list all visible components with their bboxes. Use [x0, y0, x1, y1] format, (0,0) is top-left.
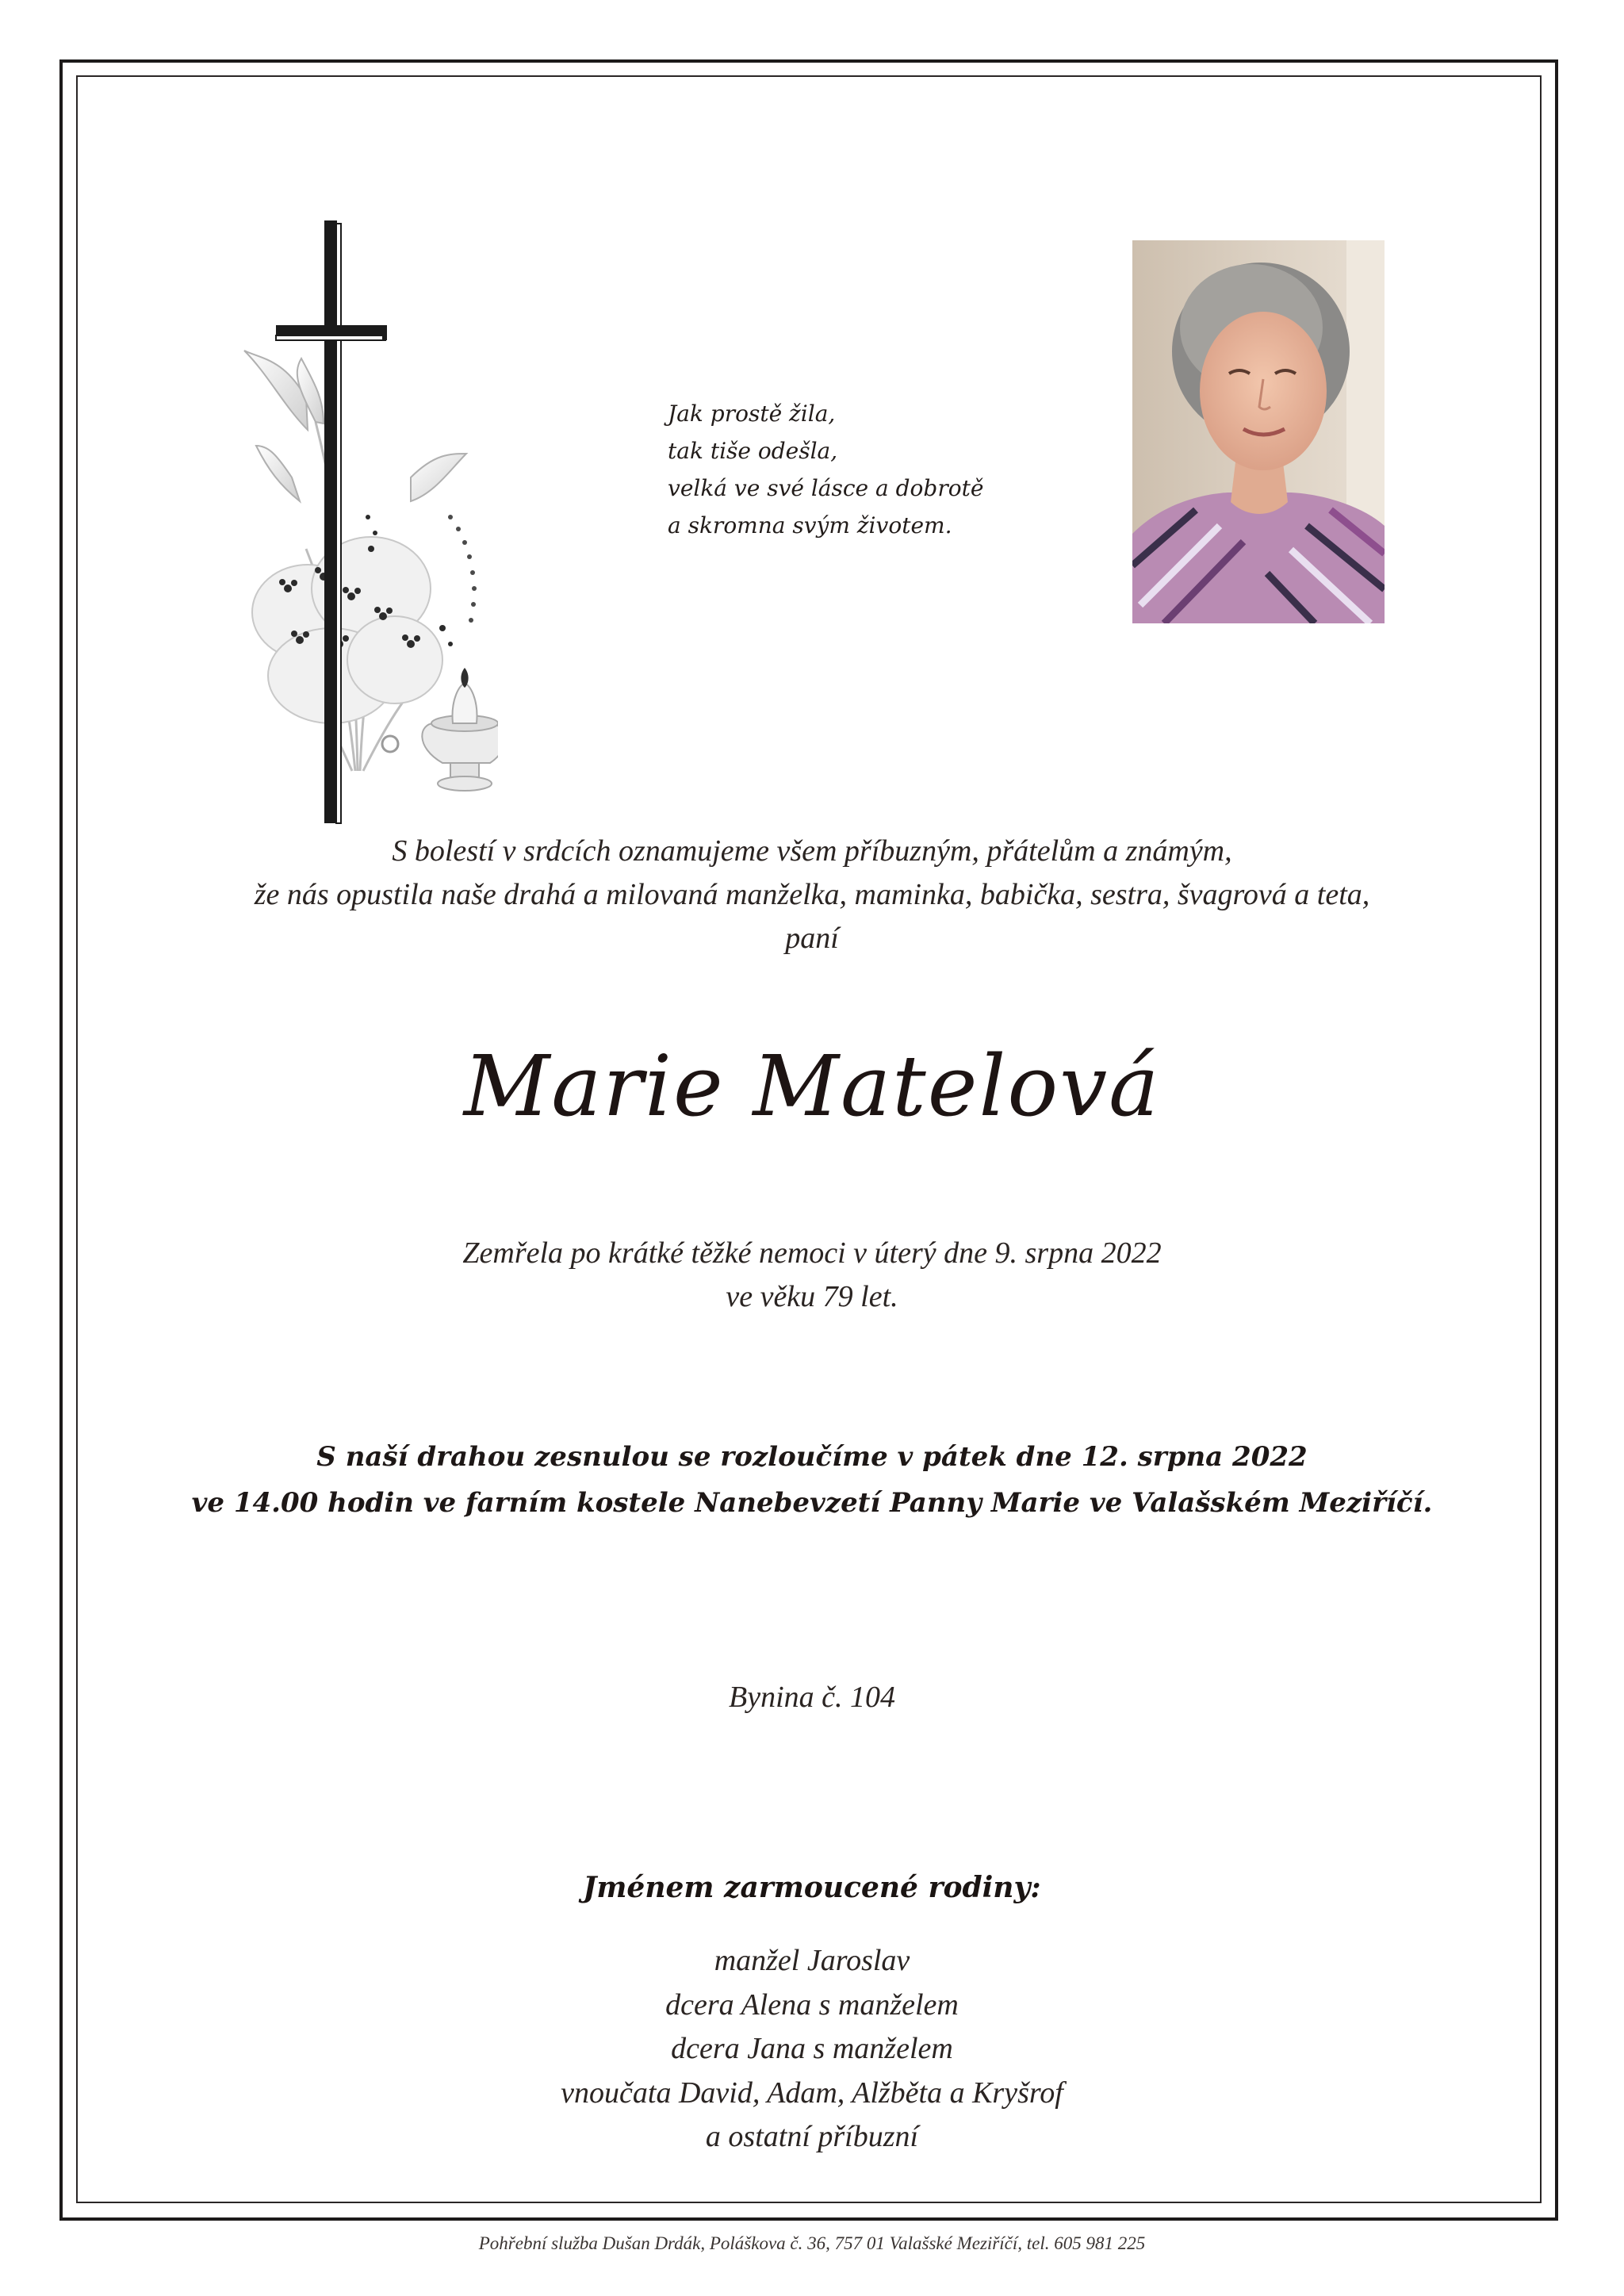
address: Bynina č. 104: [728, 1681, 895, 1714]
announcement-line: paní: [785, 922, 839, 955]
cross-icon: [276, 220, 387, 823]
bead-strand: [448, 515, 477, 623]
family-member: a ostatní příbuzní: [705, 2120, 919, 2153]
family-member: dcera Jana s manželem: [671, 2032, 953, 2065]
funeral-line: S naší drahou zesnulou se rozloučíme v pátek dne 12. srpna 2022: [316, 1441, 1308, 1473]
death-info-line: Zemřela po krátké těžké nemoci v úterý dne 9. srpna 2022: [462, 1236, 1162, 1270]
family-member: vnoučata David, Adam, Alžběta a Kryšrof: [561, 2076, 1063, 2110]
death-info: [0, 1232, 1624, 1319]
funeral-line: ve 14.00 hodin ve farním kostele Nanebevzetí Panny Marie ve Valašském Meziříčí.: [191, 1487, 1433, 1519]
poem-line: velká ve své lásce a dobrotě: [668, 475, 984, 501]
funeral-info: [0, 1434, 1624, 1526]
family-title: Jménem zarmoucené rodiny:: [583, 1871, 1041, 1904]
family-member: manžel Jaroslav: [714, 1944, 910, 1977]
death-info-line: ve věku 79 let.: [726, 1280, 898, 1313]
family-member: dcera Alena s manželem: [665, 1987, 959, 2022]
announcement-line: že nás opustila naše drahá a milovaná manželka, maminka, babička, sestra, švagrová a teta,: [254, 878, 1370, 911]
announcement-text: [0, 830, 1624, 960]
cross-lily-illustration: [213, 216, 498, 831]
announcement-line: S bolestí v srdcích oznamujeme všem příbuzným, přátelům a známým,: [392, 834, 1232, 868]
funeral-service-footer: Pohřební služba Dušan Drdák, Poláškova č. 36, 757 01 Valašské Meziříčí, tel. 605 981 225: [478, 2233, 1146, 2253]
poem-line: a skromna svým životem.: [668, 512, 952, 539]
poem-line: tak tiše odešla,: [668, 438, 838, 464]
flower-cluster: [252, 537, 442, 723]
memorial-poem: [668, 395, 1080, 544]
family-list: [0, 1939, 1624, 2160]
poem-line: Jak prostě žila,: [668, 401, 836, 427]
deceased-name: Marie Matelová: [463, 1037, 1161, 1135]
portrait-photo: [1132, 240, 1385, 623]
lily-flowers: [244, 351, 466, 501]
